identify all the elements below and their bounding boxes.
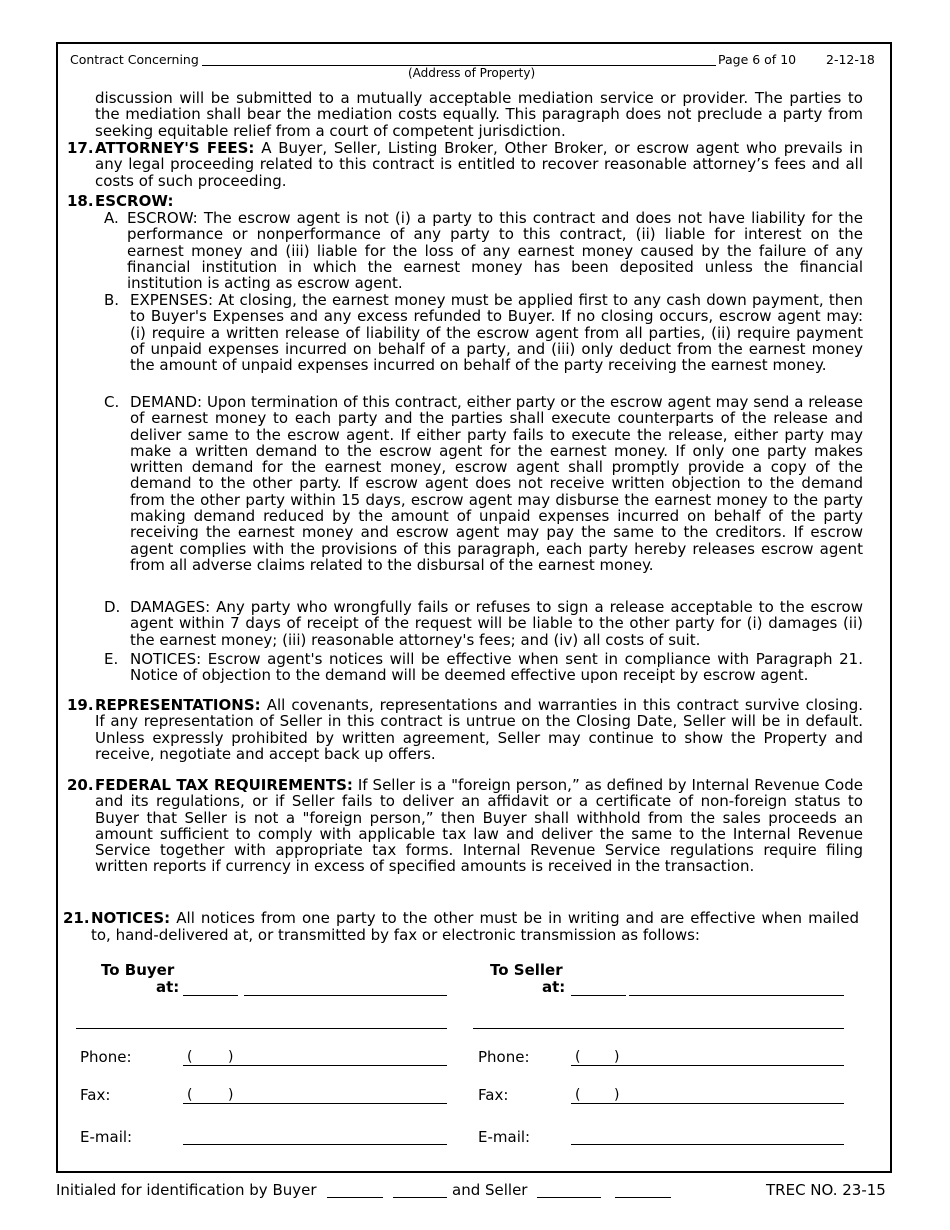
seller-fax-area-close: ) <box>614 1087 620 1103</box>
buyer-fax-label: Fax: <box>80 1086 111 1104</box>
section-19-number: 19. <box>67 696 94 714</box>
footer-initialed-buyer: Initialed for identification by Buyer <box>56 1181 317 1199</box>
buyer-at-label: at: <box>156 978 180 996</box>
section-17 <box>95 140 863 189</box>
section-21-number: 21. <box>63 909 90 927</box>
escrow-item-c-letter: C. <box>104 393 120 411</box>
escrow-item-b: EXPENSES: At closing, the earnest money must be applied first to any cash down payment, then to Buyer's Expenses and any excess refunded to Buyer. If no closing occurs, escrow agent may: (i) require a written release of liability of the escrow agent from all parties, (ii) require payment of unpaid expenses incurred on behalf of a party, and (iii) only deduct from the earnest money the amount of unpaid expenses incurred on behalf of the party receiving the earnest money. <box>130 291 863 375</box>
buyer-address-line-1a[interactable] <box>183 995 238 996</box>
form-number: TREC NO. 23-15 <box>766 1181 886 1199</box>
seller-address-line-1a[interactable] <box>571 995 626 996</box>
section-21-text: All notices from one party to the other must be in writing and are effective when mailed to, hand-delivered at, or transmitted by fax or electronic transmission as follows: <box>91 909 859 944</box>
buyer-email-label: E-mail: <box>80 1128 133 1146</box>
escrow-item-e-letter: E. <box>104 650 119 668</box>
section-19-title: REPRESENTATIONS: <box>95 696 261 714</box>
escrow-item-d-letter: D. <box>104 598 121 616</box>
seller-initial-2[interactable] <box>615 1197 671 1198</box>
to-seller-label: To Seller <box>490 961 563 979</box>
escrow-item-e: NOTICES: Escrow agent's notices will be effective when sent in compliance with Paragraph 21. Notice of objection to the demand will be deemed effective upon receipt by escrow agent. <box>130 650 863 685</box>
seller-phone-area-close: ) <box>614 1049 620 1065</box>
buyer-address-line-2[interactable] <box>76 1028 447 1029</box>
seller-email-label: E-mail: <box>478 1128 531 1146</box>
buyer-address-line-1b[interactable] <box>244 995 447 996</box>
seller-fax-field[interactable] <box>571 1103 844 1104</box>
seller-fax-area-open: ( <box>575 1087 581 1103</box>
seller-at-label: at: <box>542 978 566 996</box>
section-20-number: 20. <box>67 776 94 794</box>
footer-and-seller: and Seller <box>452 1181 528 1199</box>
form-date: 2-12-18 <box>826 52 875 67</box>
section-17-number: 17. <box>67 139 94 157</box>
escrow-item-a: ESCROW: The escrow agent is not (i) a party to this contract and does not have liability for the performance or nonperformance of any party to this contract, (ii) liable for interest on the earnest money and (iii) liable for the loss of any earnest money caused by the failure of any financial institution in which the earnest money has been deposited unless the financial institution is acting as escrow agent. <box>127 209 863 293</box>
seller-phone-area-open: ( <box>575 1049 581 1065</box>
buyer-phone-label: Phone: <box>80 1048 132 1066</box>
escrow-item-a-letter: A. <box>104 209 119 227</box>
buyer-fax-area-close: ) <box>228 1087 234 1103</box>
buyer-initial-2[interactable] <box>393 1197 447 1198</box>
seller-phone-field[interactable] <box>571 1065 844 1066</box>
page-number: Page 6 of 10 <box>718 52 797 67</box>
buyer-phone-field[interactable] <box>183 1065 447 1066</box>
section-21 <box>91 910 859 944</box>
section-21-title: NOTICES: <box>91 909 171 927</box>
section-19 <box>95 697 863 762</box>
section-20-title: FEDERAL TAX REQUIREMENTS: <box>95 776 353 794</box>
buyer-fax-field[interactable] <box>183 1103 447 1104</box>
contract-concerning-label: Contract Concerning <box>70 52 199 67</box>
seller-email-field[interactable] <box>571 1144 844 1145</box>
section-20 <box>95 777 863 875</box>
escrow-item-d: DAMAGES: Any party who wrongfully fails or refuses to sign a release acceptable to the escrow agent within 7 days of receipt of the request will be liable to the other party for (i) damages (ii) the earnest money; (iii) reasonable attorney's fees; and (iv) all costs of suit. <box>130 598 863 649</box>
seller-address-line-2[interactable] <box>473 1028 844 1029</box>
buyer-phone-area-open: ( <box>187 1049 193 1065</box>
buyer-initial-1[interactable] <box>327 1197 383 1198</box>
section-17-title: ATTORNEY'S FEES: <box>95 139 255 157</box>
buyer-fax-area-open: ( <box>187 1087 193 1103</box>
seller-fax-label: Fax: <box>478 1086 509 1104</box>
address-caption: (Address of Property) <box>408 66 536 80</box>
escrow-item-c: DEMAND: Upon termination of this contract, either party or the escrow agent may send a release of earnest money to each party and the parties shall execute counterparts of the release and deliver same to the escrow agent. If either party fails to execute the release, either party may make a written demand to the escrow agent for the earnest money. If only one party makes written demand for the earnest money, escrow agent shall promptly provide a copy of the demand to the other party. If escrow agent does not receive written objection to the demand from the other party within 15 days, escrow agent may disburse the earnest money to the party making demand reduced by the amount of unpaid expenses incurred on behalf of the party receiving the earnest money and escrow agent may pay the same to the creditors. If escrow agent complies with the provisions of this paragraph, each party hereby releases escrow agent from all adverse claims related to the disbursal of the earnest money. <box>130 393 863 574</box>
section-20-text: If Seller is a "foreign person,” as defined by Internal Revenue Code and its regulations, or if Seller fails to deliver an affidavit or a certificate of non-foreign status to Buyer that Seller is not a "foreign person,” then Buyer shall withhold from the sales proceeds an amount sufficient to comply with applicable tax law and deliver the same to the Internal Revenue Service together with appropriate tax forms. Internal Revenue Service regulations require filing written reports if currency in excess of specified amounts is received in the transaction. <box>95 776 863 876</box>
seller-initial-1[interactable] <box>537 1197 601 1198</box>
section-18-number: 18. <box>67 192 94 210</box>
buyer-phone-area-close: ) <box>228 1049 234 1065</box>
buyer-email-field[interactable] <box>183 1144 447 1145</box>
intro-continuation: discussion will be submitted to a mutually acceptable mediation service or provider. The parties to the mediation shall bear the mediation costs equally. This paragraph does not preclude a party from seeking equitable relief from a court of competent jurisdiction. <box>95 89 863 140</box>
escrow-item-b-letter: B. <box>104 291 120 309</box>
seller-phone-label: Phone: <box>478 1048 530 1066</box>
seller-address-line-1b[interactable] <box>629 995 844 996</box>
section-19-text: All covenants, representations and warranties in this contract survive closing. If any representation of Seller in this contract is untrue on the Closing Date, Seller will be in default. Unless expressly prohibited by written agreement, Seller may continue to show the Property and receive, negotiate and accept back up offers. <box>95 696 863 763</box>
section-17-text: A Buyer, Seller, Listing Broker, Other Broker, or escrow agent who prevails in any legal proceeding related to this contract is entitled to recover reasonable attorney’s fees and all costs of such proceeding. <box>95 139 863 190</box>
section-18-title: ESCROW: <box>95 192 174 210</box>
to-buyer-label: To Buyer <box>101 961 175 979</box>
